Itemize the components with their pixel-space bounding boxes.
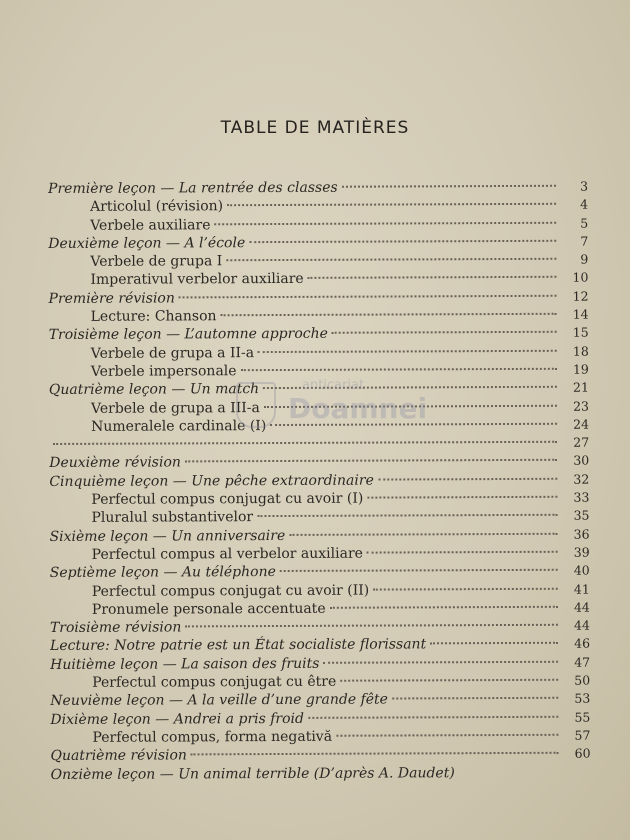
toc-entry-label: Verbele de grupa a III-a (90, 399, 260, 417)
toc-entry (50, 598, 590, 619)
watermark-line2: Doamnei (288, 392, 428, 425)
toc-entry-label: Première leçon — La rentrée des classes (48, 179, 338, 197)
toc-entry (48, 287, 588, 308)
toc-entry-label: Verbele de grupa I (90, 253, 223, 271)
dot-leader (332, 331, 557, 334)
toc-entry-page: 30 (573, 453, 590, 469)
dot-leader (373, 587, 558, 590)
toc-entry-page: 53 (574, 690, 591, 707)
toc-entry-label: Perfectul compus, forma negativă (92, 728, 333, 746)
dot-leader (226, 258, 556, 261)
toc-entry (49, 489, 589, 510)
toc-entry-page: 41 (573, 581, 590, 597)
toc-entry-label: Lecture: Notre patrie est un État socialiste florissant (50, 636, 427, 655)
toc-entry (48, 196, 588, 217)
toc-entry (50, 745, 590, 766)
dot-leader (221, 313, 557, 316)
toc-entry (49, 470, 589, 491)
toc-entry-label: Troisième révision (49, 619, 182, 637)
toc-entry-label: Verbele de grupa a II-a (90, 344, 255, 362)
toc-entry-label: Quatrième leçon — Un match (48, 381, 260, 399)
toc-entry-page: 32 (573, 471, 590, 487)
table-of-contents (48, 178, 591, 784)
dot-leader (185, 459, 557, 463)
toc-entry (48, 178, 588, 199)
toc-entry-label: Septième leçon — Au téléphone (49, 564, 276, 582)
toc-entry-label: Perfectul compus conjugat cu avoir (II) (91, 582, 370, 600)
toc-entry-label: Huitième leçon — La saison des fruits (50, 655, 320, 673)
toc-entry (49, 306, 589, 327)
toc-entry (49, 507, 589, 528)
toc-entry (49, 452, 589, 473)
toc-entry-label: Sixième leçon — Un anniversaire (49, 527, 286, 545)
toc-entry-label: Neuvième leçon — A la veille d’une grande fête (50, 691, 388, 710)
shield-icon (236, 382, 276, 428)
toc-entry (50, 653, 590, 674)
toc-entry-page: 12 (572, 288, 589, 304)
toc-entry-page: 44 (574, 617, 590, 633)
toc-entry-label: Pronumele personale accentuate (91, 600, 326, 618)
toc-entry-page: 24 (573, 416, 590, 432)
dot-leader (308, 276, 557, 279)
dot-leader (249, 240, 556, 243)
toc-entry-page: 5 (580, 215, 589, 231)
dot-leader (214, 221, 556, 224)
toc-entry-page: 35 (573, 507, 590, 524)
dot-leader (340, 679, 558, 682)
toc-entry-page: 50 (574, 672, 591, 688)
dot-leader (227, 203, 556, 206)
toc-entry-page: 36 (573, 526, 590, 542)
dot-leader (179, 295, 557, 299)
dot-leader (258, 349, 557, 352)
dot-leader (378, 478, 557, 481)
toc-entry (50, 562, 590, 583)
toc-entry-page: 39 (573, 544, 590, 560)
dot-leader (342, 185, 556, 188)
toc-entry-page: 44 (573, 599, 590, 615)
dot-leader (323, 660, 558, 663)
toc-entry (50, 525, 590, 546)
toc-entry-page: 21 (572, 379, 589, 395)
toc-entry-page: 27 (573, 434, 590, 450)
toc-entry-page: 4 (580, 196, 589, 212)
dot-leader (185, 624, 558, 628)
toc-entry-page: 57 (574, 727, 591, 743)
toc-entry (48, 214, 588, 235)
toc-entry-page: 60 (574, 745, 591, 761)
toc-entry-label: Perfectul compus al verbelor auxiliare (91, 545, 363, 563)
watermark (232, 376, 428, 442)
toc-entry-label: Cinquième leçon — Une pêche extraordinaire (49, 472, 374, 490)
toc-entry-page: 55 (574, 709, 591, 725)
toc-entry-page: 9 (580, 251, 589, 267)
toc-entry-label: Perfectul compus conjugat cu avoir (I) (91, 490, 364, 508)
toc-entry-label: Pluralul substantivelor (91, 509, 254, 527)
toc-entry (49, 324, 589, 345)
toc-entry-page: 46 (574, 636, 591, 652)
toc-entry (50, 617, 590, 638)
toc-entry (50, 635, 590, 656)
toc-entry-page: 3 (580, 178, 589, 194)
dot-leader (367, 496, 557, 499)
toc-entry-label: Verbele impersonale (90, 363, 237, 380)
toc-entry-label: Quatrième révision (50, 747, 187, 765)
toc-entry-label: Dixième leçon — Andrei a pris froid (50, 710, 305, 728)
toc-entry-label: Verbele auxiliare (90, 216, 211, 234)
toc-entry-page: 19 (572, 361, 589, 377)
dot-leader (241, 368, 557, 371)
toc-entry-page: 10 (572, 270, 589, 286)
toc-entry-label: Deuxième leçon — A l’école (48, 235, 246, 252)
toc-entry-page: 33 (573, 489, 590, 505)
toc-entry-label: Articolul (révision) (90, 198, 224, 216)
toc-entry (50, 708, 590, 729)
watermark-line1: anticariat (302, 378, 365, 393)
toc-entry-label: Troisième leçon — L’automne approche (48, 326, 328, 344)
toc-entry-page: 40 (573, 562, 590, 578)
toc-entry (50, 580, 590, 601)
dot-leader (330, 606, 558, 609)
toc-entry-label: Première révision (48, 290, 175, 307)
page-title: TABLE DE MATIÈRES (220, 118, 410, 138)
toc-entry-label: Deuxième révision (49, 454, 181, 472)
toc-entry-label: Numeralele cardinale (I) (91, 417, 267, 435)
toc-entry-label: Lecture: Chanson (90, 308, 217, 325)
toc-entry (50, 690, 590, 711)
toc-entry (48, 233, 588, 254)
toc-entry (50, 672, 590, 693)
toc-entry (48, 251, 588, 272)
dot-leader (280, 569, 558, 572)
toc-entry-page: 47 (574, 654, 591, 670)
toc-entry-page: 14 (572, 306, 589, 322)
toc-entry (48, 269, 588, 290)
dot-leader (257, 514, 557, 517)
toc-entry (49, 342, 589, 363)
toc-entry-page: 15 (572, 325, 589, 341)
dot-leader (367, 551, 558, 554)
dot-leader (336, 734, 558, 737)
dot-leader (392, 697, 558, 700)
toc-entry (51, 763, 591, 784)
dot-leader (308, 715, 558, 718)
toc-entry-label: Perfectul compus conjugat cu être (92, 673, 337, 691)
toc-entry-label: Imperativul verbelor auxiliare (90, 271, 304, 289)
dot-leader (289, 532, 557, 535)
toc-entry-page: 23 (573, 398, 590, 414)
dot-leader (191, 752, 559, 756)
dot-leader (430, 642, 558, 645)
toc-entry (50, 544, 590, 565)
toc-entry-page: 7 (580, 233, 589, 249)
toc-entry-page: 18 (572, 343, 589, 359)
toc-entry-label: Onzième leçon — Un animal terrible (D’après A. Daudet) (50, 764, 455, 783)
toc-entry (50, 727, 590, 748)
